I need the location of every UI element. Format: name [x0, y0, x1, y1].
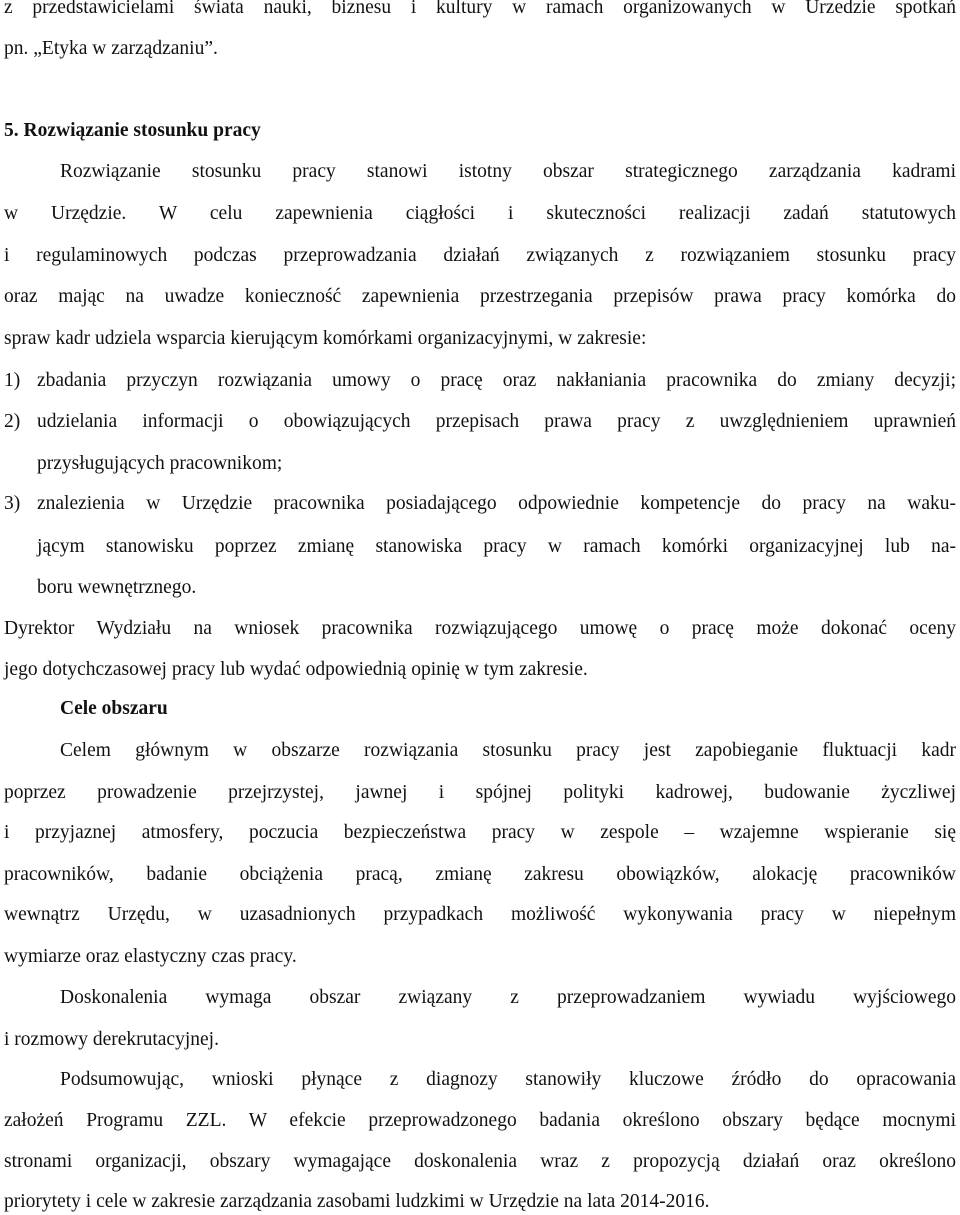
text-line: Dyrektor Wydziału na wniosek pracownika rozwiązującego umowę o pracę może dokonać oceny	[4, 618, 956, 639]
list-number: 2)	[4, 411, 21, 432]
subsection-heading: Cele obszaru	[60, 698, 168, 719]
text-line: założeń Programu ZZL. W efekcie przeprowadzonego badania określono obszary będące mocnymi	[4, 1110, 956, 1131]
text-line: oraz mając na uwadze konieczność zapewnienia przestrzegania przepisów prawa pracy komórka do	[4, 286, 956, 307]
text-line: wewnątrz Urzędu, w uzasadnionych przypadkach możliwość wykonywania pracy w niepełnym	[4, 904, 956, 925]
text-line: stronami organizacji, obszary wymagające doskonalenia wraz z propozycją działań oraz określono	[4, 1151, 956, 1172]
list-number: 1)	[4, 370, 21, 391]
text-line: poprzez prowadzenie przejrzystej, jawnej i spójnej polityki kadrowej, budowanie życzliwej	[4, 782, 956, 803]
text-line: Podsumowując, wnioski płynące z diagnozy stanowiły kluczowe źródło do opracowania	[60, 1069, 956, 1090]
text-line: i przyjaznej atmosfery, poczucia bezpieczeństwa pracy w zespole – wzajemne wspieranie się	[4, 822, 956, 843]
text-line: jego dotychczasowej pracy lub wydać odpowiednią opinię w tym zakresie.	[4, 659, 588, 680]
list-item: przysługujących pracownikom;	[37, 453, 283, 474]
text-line: i rozmowy derekrutacyjnej.	[4, 1029, 219, 1050]
list-item: zbadania przyczyn rozwiązania umowy o pracę oraz nakłaniania pracownika do zmiany decyzji;	[37, 370, 956, 391]
text-line: priorytety i cele w zakresie zarządzania zasobami ludzkimi w Urzędzie na lata 2014-2016.	[4, 1191, 710, 1212]
list-item: boru wewnętrznego.	[37, 577, 197, 598]
text-line: spraw kadr udziela wsparcia kierującym komórkami organizacyjnymi, w zakresie:	[4, 328, 647, 349]
list-item: udzielania informacji o obowiązujących przepisach prawa pracy z uwzględnieniem uprawnień	[37, 411, 956, 432]
text-line: pracowników, badanie obciążenia pracą, zmianę zakresu obowiązków, alokację pracowników	[4, 864, 956, 885]
list-item: jącym stanowisku poprzez zmianę stanowiska pracy w ramach komórki organizacyjnej lub na-	[37, 536, 956, 557]
list-number: 3)	[4, 493, 21, 514]
text-line: wymiarze oraz elastyczny czas pracy.	[4, 946, 297, 967]
text-line: Doskonalenia wymaga obszar związany z przeprowadzaniem wywiadu wyjściowego	[60, 987, 956, 1008]
text-line: z przedstawicielami świata nauki, biznesu i kultury w ramach organizowanych w Urzedzie spotkań	[4, 0, 956, 18]
list-item: znalezienia w Urzędzie pracownika posiadającego odpowiednie kompetencje do pracy na waku-	[37, 493, 956, 514]
text-line: pn. „Etyka w zarządzaniu”.	[4, 38, 218, 59]
text-line: w Urzędzie. W celu zapewnienia ciągłości i skuteczności realizacji zadań statutowych	[4, 203, 956, 224]
text-line: Rozwiązanie stosunku pracy stanowi istotny obszar strategicznego zarządzania kadrami	[60, 161, 956, 182]
text-line: Celem głównym w obszarze rozwiązania stosunku pracy jest zapobieganie fluktuacji kadr	[60, 740, 956, 761]
section-heading: 5. Rozwiązanie stosunku pracy	[4, 120, 261, 141]
text-line: i regulaminowych podczas przeprowadzania działań związanych z rozwiązaniem stosunku pracy	[4, 245, 956, 266]
